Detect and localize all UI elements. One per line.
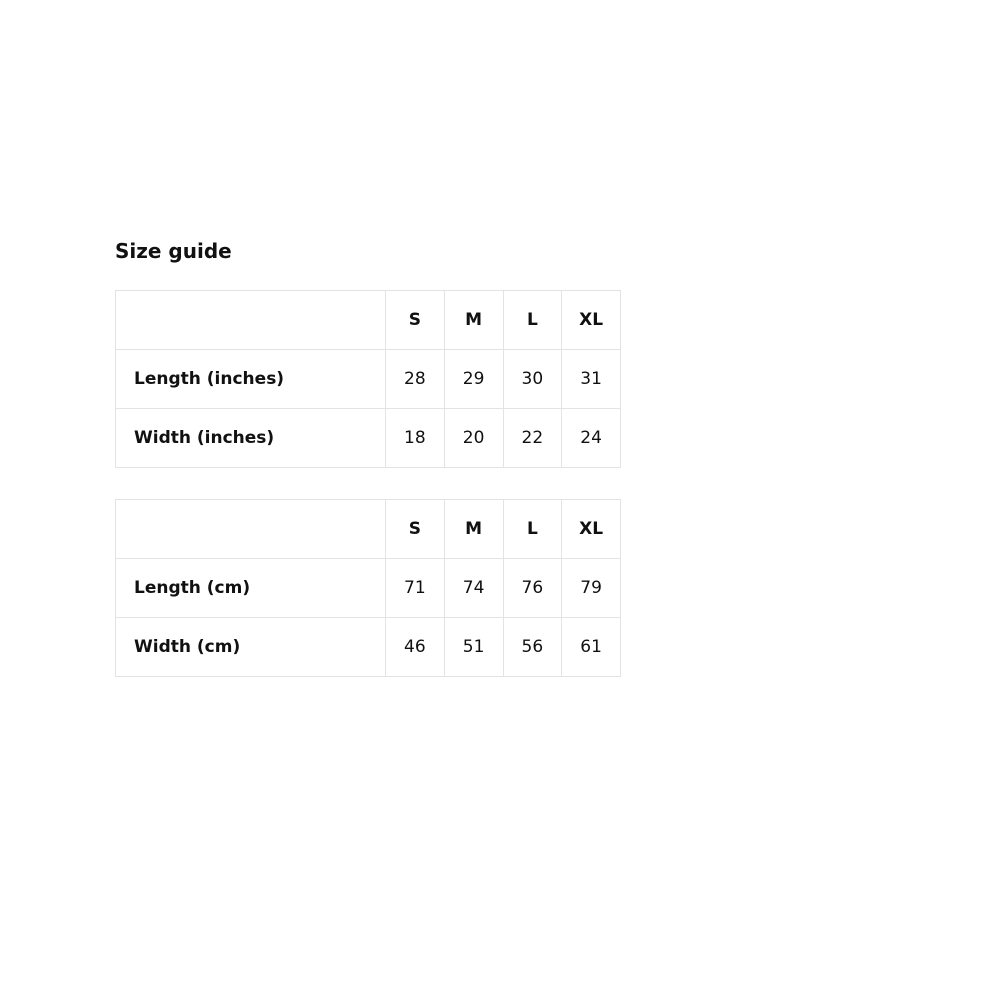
width-cm-row — [116, 618, 621, 677]
corner-cell — [116, 291, 386, 350]
width-cm-s: 46 — [386, 618, 445, 677]
column-header-s: S — [386, 291, 445, 350]
corner-cell — [116, 500, 386, 559]
size-guide-heading: Size guide — [115, 239, 232, 263]
column-header-xl: XL — [562, 500, 621, 559]
size-table-cm — [115, 499, 621, 677]
length-inches-xl: 31 — [562, 350, 621, 409]
row-label-length-cm: Length (cm) — [116, 559, 386, 618]
width-cm-xl: 61 — [562, 618, 621, 677]
column-header-m: M — [444, 291, 503, 350]
column-header-l: L — [503, 291, 562, 350]
width-cm-l: 56 — [503, 618, 562, 677]
column-header-l: L — [503, 500, 562, 559]
width-inches-row — [116, 409, 621, 468]
length-cm-xl: 79 — [562, 559, 621, 618]
length-inches-s: 28 — [386, 350, 445, 409]
length-cm-l: 76 — [503, 559, 562, 618]
width-inches-l: 22 — [503, 409, 562, 468]
row-label-width-inches: Width (inches) — [116, 409, 386, 468]
row-label-width-cm: Width (cm) — [116, 618, 386, 677]
size-table-cm-header-row — [116, 500, 621, 559]
width-inches-m: 20 — [444, 409, 503, 468]
column-header-m: M — [444, 500, 503, 559]
length-inches-l: 30 — [503, 350, 562, 409]
width-cm-m: 51 — [444, 618, 503, 677]
length-cm-s: 71 — [386, 559, 445, 618]
length-inches-m: 29 — [444, 350, 503, 409]
length-inches-row — [116, 350, 621, 409]
column-header-s: S — [386, 500, 445, 559]
column-header-xl: XL — [562, 291, 621, 350]
width-inches-s: 18 — [386, 409, 445, 468]
length-cm-m: 74 — [444, 559, 503, 618]
size-table-inches — [115, 290, 621, 468]
length-cm-row — [116, 559, 621, 618]
size-table-inches-header-row — [116, 291, 621, 350]
row-label-length-inches: Length (inches) — [116, 350, 386, 409]
width-inches-xl: 24 — [562, 409, 621, 468]
